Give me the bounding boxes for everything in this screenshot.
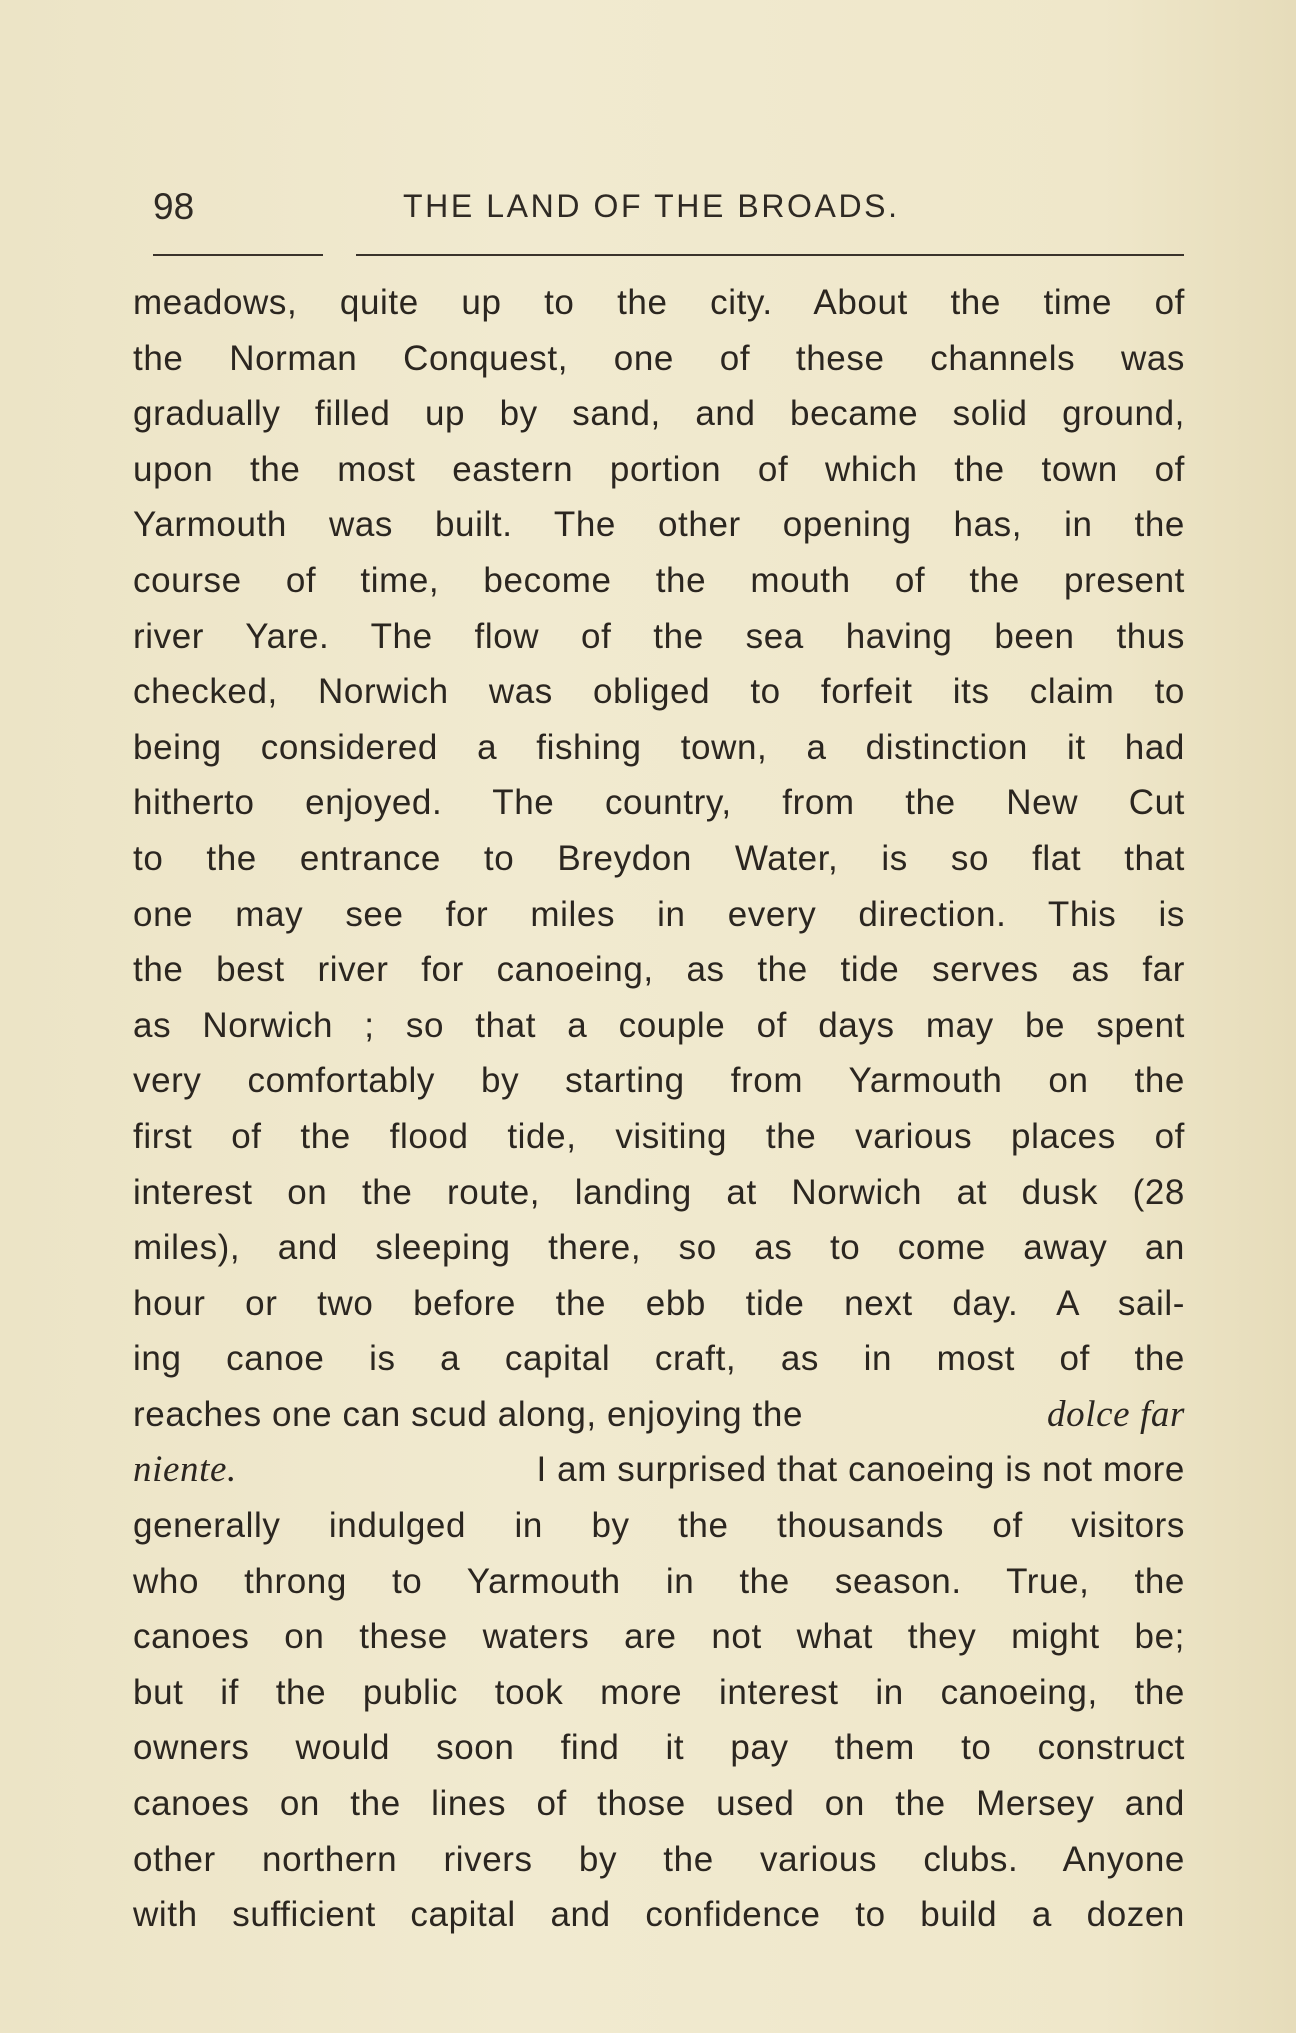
text-line: being considered a fishing town, a distinction it had <box>133 727 1185 767</box>
text-line-with-italic <box>133 1442 1185 1498</box>
italic-phrase: dolce far <box>1047 1393 1185 1435</box>
text-line: owners would soon find it pay them to construct <box>133 1728 1185 1768</box>
text-line: with sufficient capital and confidence to build a dozen <box>133 1895 1185 1935</box>
text-line: river Yare. The flow of the sea having been thus <box>133 616 1185 656</box>
text-line: canoes on the lines of those used on the Mersey and <box>133 1784 1185 1824</box>
page-header <box>153 182 1183 232</box>
text-line: ing canoe is a capital craft, as in most of the <box>133 1339 1185 1379</box>
text-line: hitherto enjoyed. The country, from the New Cut <box>133 783 1185 823</box>
text-line: meadows, quite up to the city. About the time of <box>133 283 1185 322</box>
text-line: very comfortably by starting from Yarmouth on the <box>133 1061 1185 1101</box>
text-fragment: I am surprised that canoeing is not more <box>536 1450 1185 1490</box>
text-line: to the entrance to Breydon Water, is so flat that <box>133 838 1185 878</box>
text-line: but if the public took more interest in canoeing, the <box>133 1672 1185 1712</box>
text-line: as Norwich ; so that a couple of days may be spent <box>133 1005 1185 1045</box>
text-line: hour or two before the ebb tide next day. A sail- <box>133 1283 1185 1323</box>
text-line: the best river for canoeing, as the tide serves as far <box>133 950 1185 990</box>
header-rule-right <box>356 254 1184 256</box>
italic-phrase: niente. <box>133 1449 237 1491</box>
running-title: THE LAND OF THE BROADS. <box>403 188 900 224</box>
text-line: course of time, become the mouth of the present <box>133 560 1185 600</box>
body-text <box>133 275 1185 1943</box>
text-line: canoes on these waters are not what they might be; <box>133 1617 1185 1657</box>
text-line: gradually filled up by sand, and became solid ground, <box>133 394 1185 434</box>
text-line: upon the most eastern portion of which the town of <box>133 449 1185 489</box>
text-line: other northern rivers by the various clubs. Anyone <box>133 1839 1185 1879</box>
text-line: who throng to Yarmouth in the season. True, the <box>133 1561 1185 1601</box>
page-number: 98 <box>153 186 195 227</box>
text-line: checked, Norwich was obliged to forfeit its claim to <box>133 672 1185 712</box>
text-line: one may see for miles in every direction. This is <box>133 894 1185 934</box>
text-line: generally indulged in by the thousands of visitors <box>133 1506 1185 1546</box>
text-line: interest on the route, landing at Norwich at dusk (28 <box>133 1172 1185 1212</box>
text-line: miles), and sleeping there, so as to come away an <box>133 1228 1185 1268</box>
text-line: Yarmouth was built. The other opening has, in the <box>133 505 1185 545</box>
text-line: the Norman Conquest, one of these channels was <box>133 338 1185 378</box>
text-line: first of the flood tide, visiting the various places of <box>133 1116 1185 1156</box>
header-rule-left <box>153 254 323 256</box>
text-line-with-italic <box>133 1387 1185 1443</box>
text-fragment: reaches one can scud along, enjoying the <box>133 1394 804 1434</box>
